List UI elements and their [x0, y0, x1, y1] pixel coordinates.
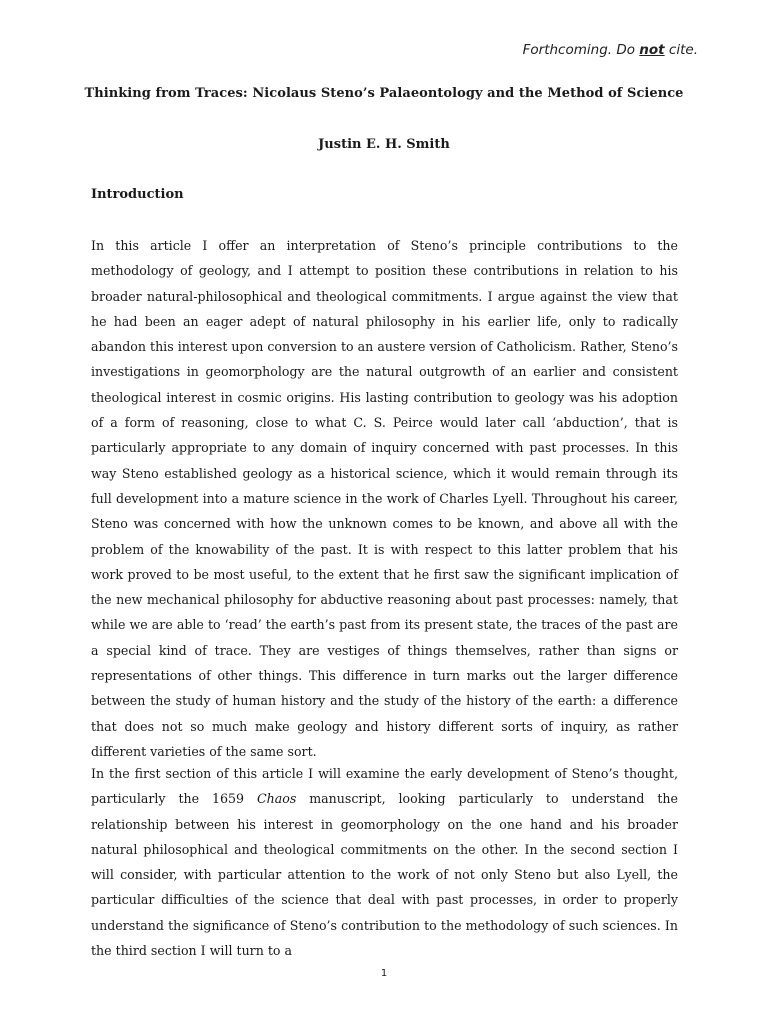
paragraph-1: In this article I offer an interpretation of Steno’s principle contributions to the methodology of geology, and I attempt to position these contributions in relation to his broader natural-philosophical and theological commitments. I argue against the view that he had been an eager adept of natural philosophy in his earlier life, only to radically abandon this interest upon conversion to an austere version of Catholicism. Rather, Steno’s investigations in geomorphology are the natural outgrowth of an earlier and consistent theological interest in cosmic origins. His lasting contribution to geology was his adoption of a form of reasoning, close to what C. S. Peirce would later call ‘abduction’, that is particularly appropriate to any domain of inquiry concerned with past processes. In this way Steno established geology as a historical science, which it would remain through its full development into a mature science in the work of Charles Lyell. Throughout his career, Steno was concerned with how the unknown comes to be known, and above all with the problem of the knowability of the past. It is with respect to this latter problem that his work proved to be most useful, to the extent that he first saw the significant implication of the new mechanical philosophy for abductive reasoning about past processes: namely, that while we are able to ‘read’ the earth’s past from its present state, the traces of the past are a special kind of trace. They are vestiges of things themselves, rather than signs or representations of other things. This difference in turn marks out the larger difference between the study of human history and the study of the history of the earth: a difference that does not so much make geology and history different sorts of inquiry, as rather different varieties of the same sort. [91, 238, 678, 759]
paragraph-2-italic-title: Chaos [256, 791, 297, 807]
article-title: Thinking from Traces: Nicolaus Steno’s Palaeontology and the Method of Science [84, 86, 684, 101]
paragraph-2-text-start: In the first section of this article I will examine the early development of Steno’s thought, particularly the 1659 [91, 766, 678, 807]
paragraph-2 [91, 761, 678, 963]
page-number: 1 [380, 968, 388, 979]
notice-emphasis: not [639, 42, 665, 58]
paragraph-2-text-end: manuscript, looking particularly to understand the relationship between his interest in geomorphology on the one hand and his broader natural philosophical and theological commitments on the other. In the second section I will consider, with particular attention to the work of not only Steno but also Lyell, the particular difficulties of the science that deal with past processes, in order to properly understand the significance of Steno’s contribution to the methodology of such sciences. In the third section I will turn to a [91, 791, 678, 959]
notice-prefix: Forthcoming. Do [522, 42, 640, 58]
notice-suffix: cite. [664, 42, 698, 58]
section-heading-introduction: Introduction [91, 187, 184, 202]
article-author: Justin E. H. Smith [318, 137, 450, 152]
forthcoming-notice [523, 42, 698, 58]
